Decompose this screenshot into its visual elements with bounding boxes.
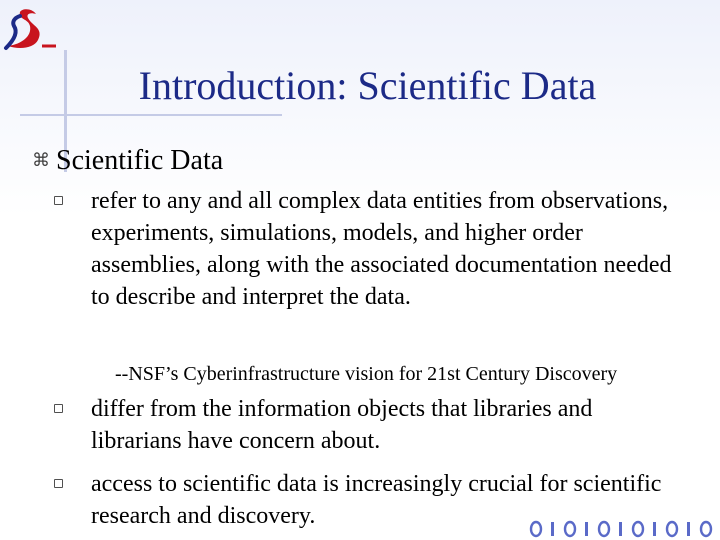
footer-pattern-graphic <box>528 514 720 540</box>
bullet-item-difference <box>54 393 684 457</box>
hollow-square-icon <box>54 404 63 413</box>
slide-title: Introduction: Scientific Data <box>138 63 597 108</box>
hollow-square-icon <box>54 479 63 488</box>
bullet-item-definition <box>54 185 684 313</box>
bullet-text: refer to any and all complex data entities from observations, experiments, simulations, models, and higher order assemblies, along with the associated documentation needed to describe and interpret the data. <box>91 188 672 310</box>
logo-icon <box>2 6 58 52</box>
decorative-horizontal-line <box>20 114 282 116</box>
level1-heading-item <box>32 143 223 178</box>
level1-heading-text: Scientific Data <box>56 145 224 176</box>
bullet-text: differ from the information objects that libraries and librarians have concern about. <box>91 396 593 454</box>
hollow-square-icon <box>54 196 63 205</box>
bullet-text: access to scientific data is increasingly crucial for scientific research and discovery. <box>91 471 662 529</box>
command-key-icon: ⌘ <box>32 150 50 170</box>
citation: --NSF’s Cyberinfrastructure vision for 21st Century Discovery <box>115 363 618 385</box>
